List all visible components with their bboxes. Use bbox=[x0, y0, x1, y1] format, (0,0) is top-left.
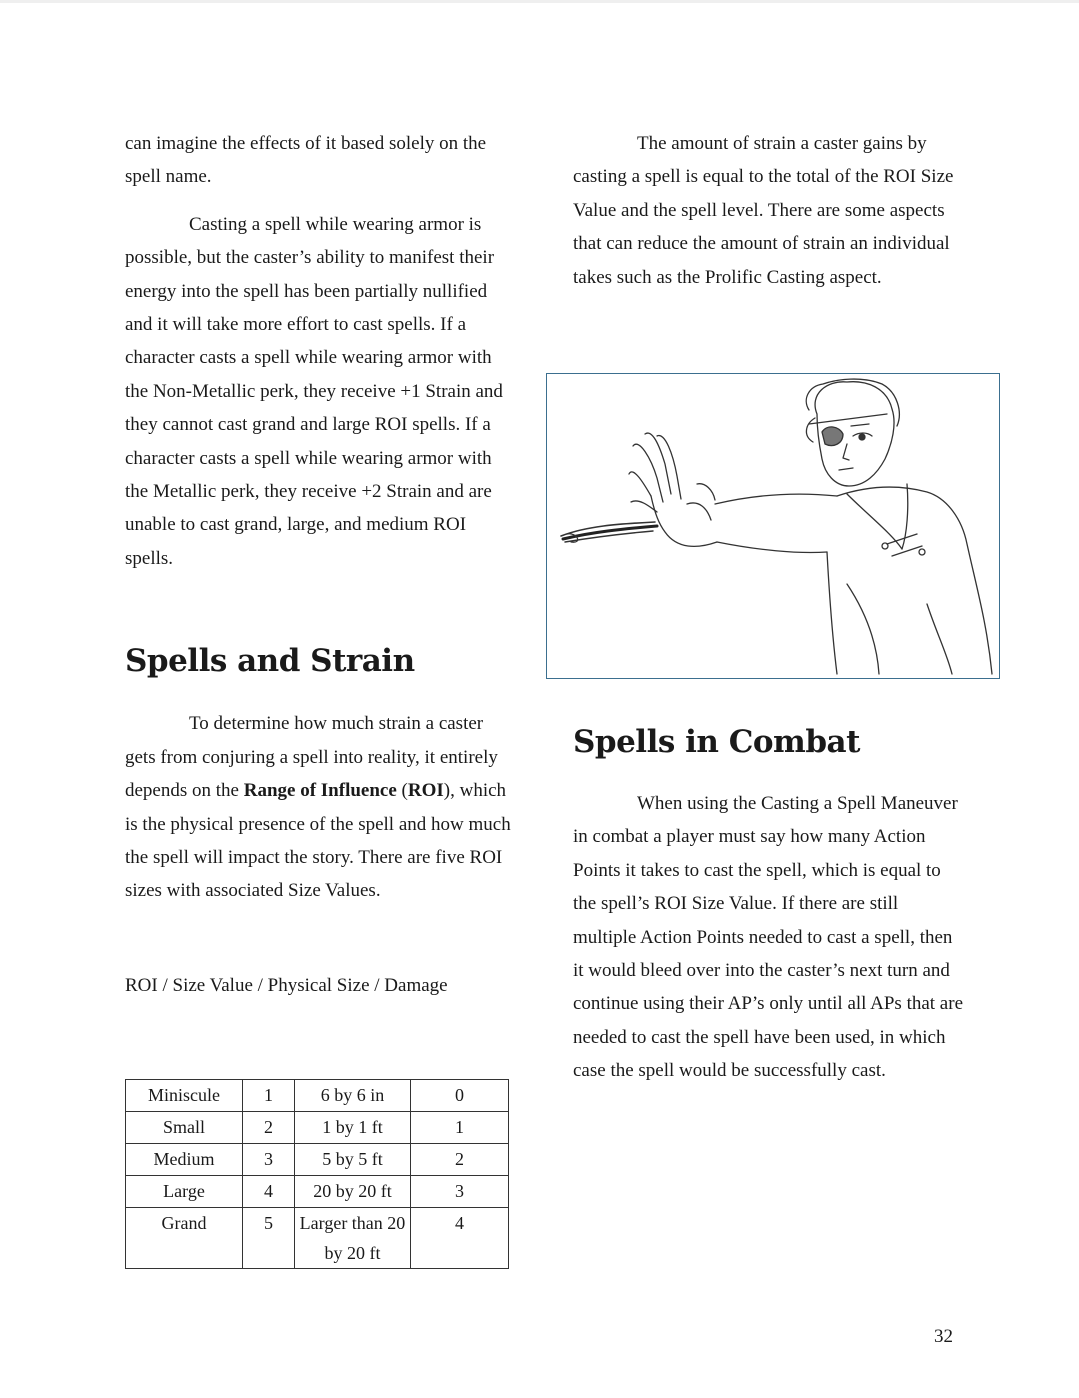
table-cell: 3 bbox=[411, 1176, 509, 1208]
heading-spells-in-combat: Spells in Combat bbox=[573, 724, 860, 760]
right-column bbox=[573, 127, 963, 294]
page-number: 32 bbox=[934, 1326, 953, 1347]
roi-table-body bbox=[126, 1080, 509, 1269]
table-cell: 4 bbox=[243, 1176, 295, 1208]
table-cell: 1 by 1 ft bbox=[295, 1112, 411, 1144]
roi-term-bold: Range of Influence bbox=[243, 780, 397, 802]
roi-text-a: To determine how much strain a caster gets from conjuring a spell into reality, it entirely depends on the bbox=[125, 713, 498, 802]
table-cell: 0 bbox=[411, 1080, 509, 1112]
table-cell: 4 bbox=[411, 1208, 509, 1269]
table-cell: 3 bbox=[243, 1144, 295, 1176]
roi-table bbox=[125, 1079, 509, 1269]
table-cell: Grand bbox=[126, 1208, 243, 1269]
table-row bbox=[126, 1080, 509, 1112]
table-cell: 5 by 5 ft bbox=[295, 1144, 411, 1176]
table-caption: ROI / Size Value / Physical Size / Damage bbox=[125, 974, 448, 996]
table-cell: Large bbox=[126, 1176, 243, 1208]
roi-abbr-bold: ROI bbox=[407, 780, 444, 802]
table-cell: 5 bbox=[243, 1208, 295, 1269]
paragraph-armor-casting: Casting a spell while wearing armor is possible, but the caster’s ability to manifest their energy into the spell has been partially nullified and it will take more effort to cast spells. If a character casts a spell while wearing armor with the Non-Metallic perk, they receive +1 Strain and they cannot cast grand and large ROI spells. If a character casts a spell while wearing armor with the Metallic perk, they receive +2 Strain and are unable to cast grand, large, and medium ROI spells. bbox=[125, 213, 503, 569]
table-cell: Medium bbox=[126, 1144, 243, 1176]
table-cell: 1 bbox=[411, 1112, 509, 1144]
table-cell: Larger than 20 by 20 ft bbox=[295, 1208, 411, 1269]
table-row bbox=[126, 1144, 509, 1176]
roi-text-b: ( bbox=[396, 780, 408, 802]
table-cell: Miniscule bbox=[126, 1080, 243, 1112]
table-cell: 2 bbox=[243, 1112, 295, 1144]
roi-text-c: ), which is the physical presence of the spell and how much the spell will impact the story. There are five ROI sizes with associated Size Values. bbox=[125, 780, 511, 902]
page-top-edge bbox=[0, 0, 1079, 3]
paragraph-combat: When using the Casting a Spell Maneuver in combat a player must say how many Action Points it takes to cast the spell, which is equal to the spell’s ROI Size Value. If there are still multiple Action Points needed to cast a spell, then it would bleed over into the caster’s next turn and continue using their AP’s only until all APs that are needed to cast the spell have been used, in which case the spell would be successfully cast. bbox=[573, 793, 964, 1082]
heading-spells-and-strain: Spells and Strain bbox=[125, 643, 415, 680]
paragraph-strain-total: The amount of strain a caster gains by casting a spell is equal to the total of the ROI Size Value and the spell level. There are some aspects that can reduce the amount of strain an individual takes such as the Prolific Casting aspect. bbox=[573, 133, 954, 288]
left-column bbox=[125, 127, 513, 1002]
table-cell: 20 by 20 ft bbox=[295, 1176, 411, 1208]
right-column-lower bbox=[573, 722, 963, 1088]
table-row bbox=[126, 1208, 509, 1269]
table-cell: Small bbox=[126, 1112, 243, 1144]
table-cell: 6 by 6 in bbox=[295, 1080, 411, 1112]
table-cell: 2 bbox=[411, 1144, 509, 1176]
table-cell: 1 bbox=[243, 1080, 295, 1112]
table-row bbox=[126, 1112, 509, 1144]
paragraph-roi-intro bbox=[125, 707, 513, 907]
spellcaster-illustration bbox=[546, 373, 1000, 679]
table-row bbox=[126, 1176, 509, 1208]
paragraph-continued: can imagine the effects of it based solely on the spell name. bbox=[125, 133, 487, 188]
